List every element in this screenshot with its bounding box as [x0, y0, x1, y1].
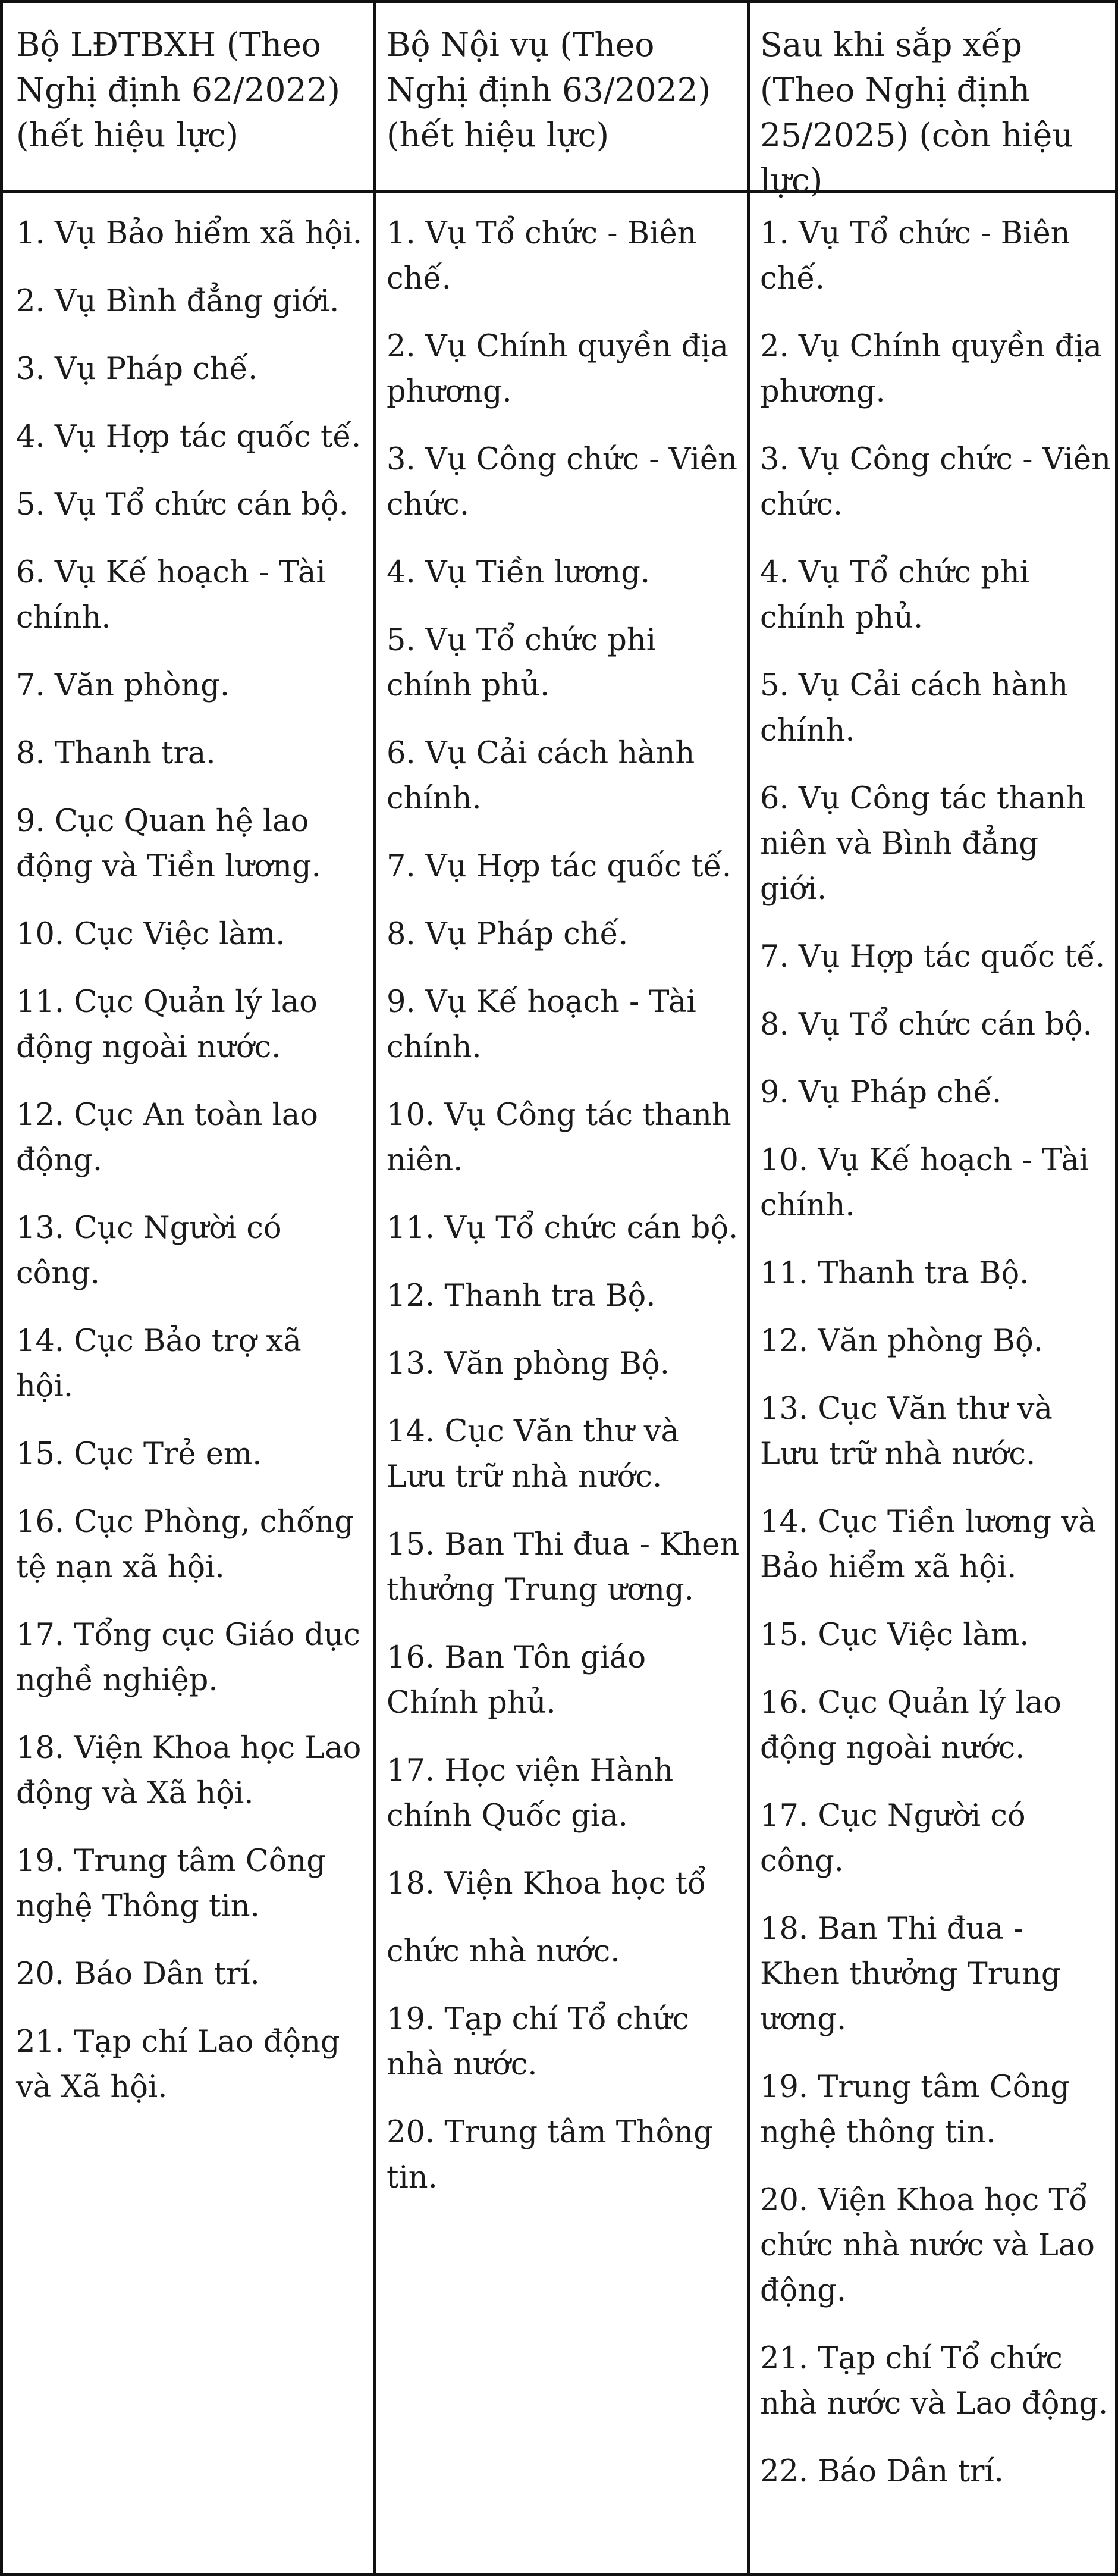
list-item: 21. Tạp chí Lao động và Xã hội.	[16, 2025, 340, 2105]
list-item: 20. Viện Khoa học Tổ chức nhà nước và Lao động.	[760, 2183, 1095, 2308]
list-item: 18. Viện Khoa học tổ	[387, 1866, 706, 1901]
header-col-1	[6, 22, 373, 189]
list-item: 15. Cục Trẻ em.	[16, 1437, 262, 1472]
list-item: 5. Vụ Cải cách hành chính.	[760, 668, 1069, 748]
list-item: 3. Vụ Pháp chế.	[16, 352, 258, 387]
list-item: 9. Cục Quan hệ lao động và Tiền lương.	[16, 804, 321, 884]
list-item: 16. Cục Phòng, chống tệ nạn xã hội.	[16, 1505, 354, 1585]
header-col-3	[750, 22, 1118, 199]
list-item: 16. Ban Tôn giáo Chính phủ.	[387, 1640, 646, 1721]
list-item: 11. Vụ Tổ chức cán bộ.	[387, 1211, 739, 1246]
list-item: 14. Cục Tiền lương và Bảo hiểm xã hội.	[760, 1505, 1097, 1585]
list-item: 8. Vụ Pháp chế.	[387, 917, 629, 952]
list-item: 12. Cục An toàn lao động.	[16, 1098, 318, 1178]
list-item: 15. Ban Thi đua - Khen thưởng Trung ương.	[387, 1527, 740, 1607]
list-item: 4. Vụ Hợp tác quốc tế.	[16, 419, 362, 455]
list-item: 22. Báo Dân trí.	[760, 2454, 1004, 2489]
header-col-3-text: Sau khi sắp xếp (Theo Nghị định 25/2025) (còn hiệu lực)	[760, 26, 1073, 199]
list-item: 16. Cục Quản lý lao động ngoài nước.	[760, 1685, 1062, 1766]
list-item: 12. Thanh tra Bộ.	[387, 1278, 656, 1314]
list-item: 2. Vụ Chính quyền địa phương.	[760, 329, 1102, 409]
body-col-2	[376, 211, 747, 2223]
list-item: 14. Cục Bảo trợ xã hội.	[16, 1324, 302, 1404]
list-item: 6. Vụ Kế hoạch - Tài chính.	[16, 555, 326, 635]
list-item: 18. Viện Khoa học Lao động và Xã hội.	[16, 1731, 362, 1811]
list-item: 17. Học viện Hành chính Quốc gia.	[387, 1753, 674, 1834]
header-col-2	[376, 22, 747, 189]
list-item: 10. Cục Việc làm.	[16, 917, 285, 952]
list-item: 20. Báo Dân trí.	[16, 1957, 260, 1992]
list-item: 5. Vụ Tổ chức cán bộ.	[16, 487, 348, 522]
header-col-2-text: Bộ Nội vụ (Theo Nghị định 63/2022) (hết hiệu lực)	[387, 26, 711, 154]
list-item: 12. Văn phòng Bộ.	[760, 1324, 1043, 1359]
list-item: 17. Tổng cục Giáo dục nghề nghiệp.	[16, 1618, 360, 1698]
list-item: 20. Trung tâm Thông tin.	[387, 2115, 713, 2195]
list-item: 2. Vụ Chính quyền địa phương.	[387, 329, 728, 409]
header-col-1-text: Bộ LĐTBXH (Theo Nghị định 62/2022) (hết hiệu lực)	[16, 26, 340, 154]
list-item: 15. Cục Việc làm.	[760, 1618, 1029, 1653]
list-item: 6. Vụ Công tác thanh niên và Bình đẳng giới.	[760, 781, 1086, 907]
list-item: 9. Vụ Kế hoạch - Tài chính.	[387, 985, 696, 1065]
list-item: 4. Vụ Tiền lương.	[387, 555, 651, 590]
list-item: 17. Cục Người có công.	[760, 1798, 1026, 1879]
list-item: 7. Vụ Hợp tác quốc tế.	[387, 849, 732, 884]
list-item: 1. Vụ Tổ chức - Biên chế.	[760, 216, 1070, 296]
list-item: 2. Vụ Bình đẳng giới.	[16, 284, 340, 319]
list-item: 13. Cục Văn thư và Lưu trữ nhà nước.	[760, 1392, 1053, 1472]
list-item: 8. Thanh tra.	[16, 736, 216, 771]
list-item: 18. Ban Thi đua - Khen thưởng Trung ương.	[760, 1911, 1061, 2037]
list-item: 9. Vụ Pháp chế.	[760, 1075, 1002, 1110]
list-item: 7. Văn phòng.	[16, 668, 230, 703]
list-item: 7. Vụ Hợp tác quốc tế.	[760, 939, 1106, 974]
list-item: 21. Tạp chí Tổ chức nhà nước và Lao động.	[760, 2341, 1108, 2421]
list-item: 13. Văn phòng Bộ.	[387, 1346, 670, 1381]
list-item: 19. Trung tâm Công nghệ Thông tin.	[16, 1844, 326, 1924]
list-item: 1. Vụ Tổ chức - Biên chế.	[387, 216, 697, 296]
list-item: 1. Vụ Bảo hiểm xã hội.	[16, 216, 363, 251]
body-col-3	[750, 211, 1118, 2517]
header-divider	[3, 190, 1115, 193]
list-item: 3. Vụ Công chức - Viên chức.	[387, 442, 737, 522]
list-item: 10. Vụ Công tác thanh niên.	[387, 1098, 731, 1178]
list-item: 10. Vụ Kế hoạch - Tài chính.	[760, 1143, 1089, 1223]
list-item: 19. Trung tâm Công nghệ thông tin.	[760, 2070, 1070, 2150]
list-item: 6. Vụ Cải cách hành chính.	[387, 736, 695, 816]
body-col-1	[6, 211, 373, 2133]
list-item: chức nhà nước.	[387, 1934, 620, 1969]
list-item: 4. Vụ Tổ chức phi chính phủ.	[760, 555, 1030, 635]
list-item: 19. Tạp chí Tổ chức nhà nước.	[387, 2002, 689, 2082]
list-item: 11. Cục Quản lý lao động ngoài nước.	[16, 985, 318, 1065]
list-item: 8. Vụ Tổ chức cán bộ.	[760, 1007, 1092, 1042]
list-item: 3. Vụ Công chức - Viên chức.	[760, 442, 1111, 522]
list-item: 5. Vụ Tổ chức phi chính phủ.	[387, 623, 657, 703]
list-item: 14. Cục Văn thư và Lưu trữ nhà nước.	[387, 1414, 679, 1494]
list-item: 11. Thanh tra Bộ.	[760, 1256, 1029, 1291]
list-item: 13. Cục Người có công.	[16, 1211, 282, 1291]
